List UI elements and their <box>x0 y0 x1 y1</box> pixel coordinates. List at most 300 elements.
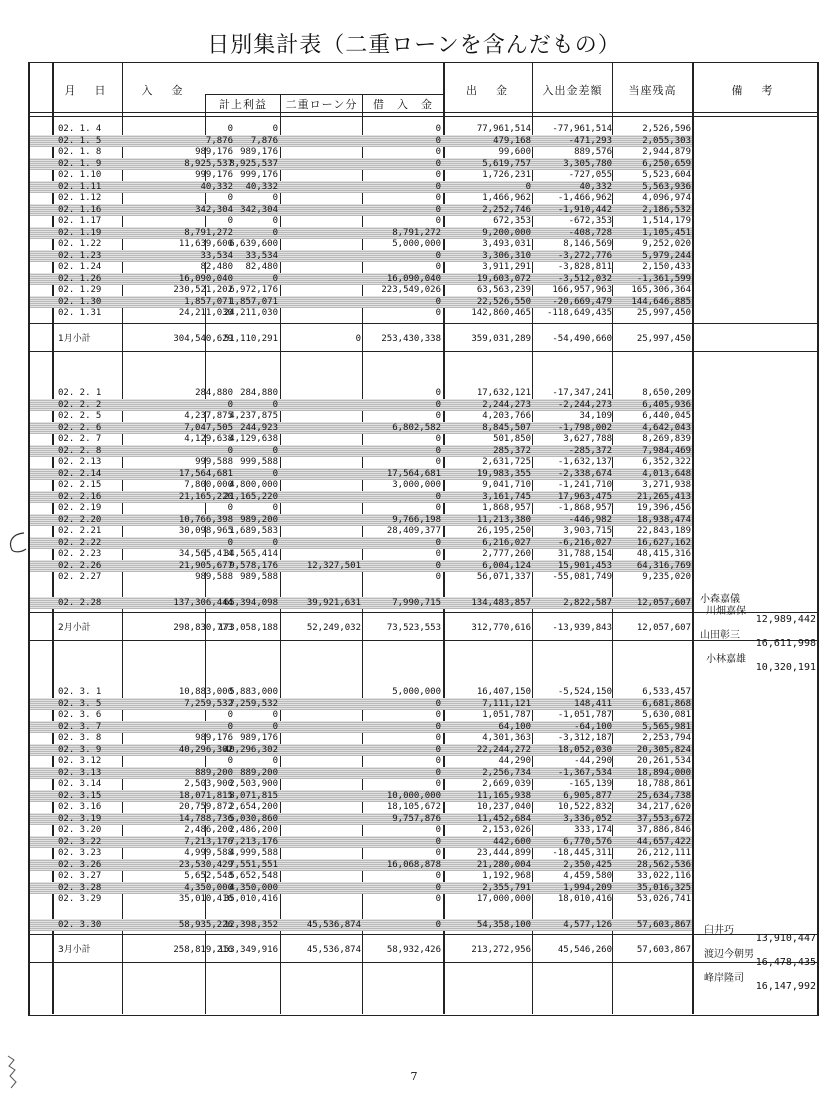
header-income: 入 金 <box>141 84 187 97</box>
cell-diff: -1,798,002 <box>557 422 612 433</box>
cell-profit: 0 <box>272 710 278 720</box>
cell-balance: 4,642,043 <box>642 422 691 433</box>
cell-profit: 4,237,875 <box>229 411 278 421</box>
cell-income: 0 <box>227 216 233 226</box>
cell-date: 02. 2.22 <box>58 537 102 548</box>
cell-expense: 26,195,250 <box>476 526 531 536</box>
cell-income: 4,350,000 <box>184 882 233 893</box>
subtotal-expense: 359,031,289 <box>471 333 531 344</box>
table-row <box>30 387 692 399</box>
cell-balance: 33,022,116 <box>636 871 691 881</box>
cell-double: 12,327,501 <box>306 560 361 571</box>
cell-borrow: 0 <box>435 733 441 743</box>
cell-expense: 11,165,938 <box>476 790 531 801</box>
cell-diff: -1,367,534 <box>557 767 612 778</box>
cell-income: 284,880 <box>195 388 233 398</box>
cell-diff: -1,051,787 <box>557 710 612 720</box>
cell-diff: 148,411 <box>574 698 612 709</box>
table-row <box>30 790 692 802</box>
cell-borrow: 0 <box>435 158 441 169</box>
cell-diff: 6,905,877 <box>563 790 612 801</box>
cell-date: 02. 1. 9 <box>58 158 102 169</box>
cell-expense: 4,301,363 <box>482 733 531 743</box>
cell-borrow: 0 <box>435 216 441 226</box>
subtotal-label: 2月小計 <box>58 623 91 633</box>
cell-date: 02. 1.19 <box>58 227 102 238</box>
cell-borrow: 17,564,681 <box>386 468 441 479</box>
cell-income: 21,905,677 <box>178 560 233 571</box>
cell-balance: 5,523,604 <box>642 170 691 180</box>
cell-date: 02. 1.22 <box>58 239 102 249</box>
table-row <box>30 882 692 894</box>
cell-date: 02. 2.14 <box>58 468 102 479</box>
subtotal-profit: 51,110,291 <box>223 333 278 344</box>
cell-borrow: 9,766,198 <box>392 514 441 525</box>
cell-balance: 57,603,867 <box>636 919 691 930</box>
cell-borrow: 18,105,672 <box>386 802 441 812</box>
cell-date: 02. 2.19 <box>58 503 102 513</box>
cell-diff: -5,524,150 <box>557 687 612 697</box>
subtotal-profit: 153,349,916 <box>218 945 278 955</box>
remark-name: 川畑嘉保 <box>706 606 746 617</box>
table-row <box>30 215 692 227</box>
table-row <box>30 456 692 468</box>
cell-expense: 3,161,745 <box>482 491 531 502</box>
cell-profit: 5,883,000 <box>229 687 278 697</box>
cell-diff: -471,293 <box>568 135 612 146</box>
cell-date: 02. 3.26 <box>58 859 102 870</box>
cell-date: 02. 3. 9 <box>58 744 102 755</box>
cell-borrow: 16,068,878 <box>386 859 441 870</box>
subtotal-income: 298,830,773 <box>173 623 233 633</box>
subtotal-diff: 45,546,260 <box>557 945 612 955</box>
cell-diff: -1,868,957 <box>557 503 612 513</box>
subtotal-label: 1月小計 <box>58 333 91 344</box>
cell-expense: 10,237,040 <box>476 802 531 812</box>
cell-date: 02. 2.27 <box>58 572 102 582</box>
cell-borrow: 0 <box>435 919 441 930</box>
cell-diff: 18,052,030 <box>557 744 612 755</box>
cell-diff: -165,139 <box>568 779 612 789</box>
cell-date: 02. 1. 8 <box>58 147 102 157</box>
cell-balance: 20,305,824 <box>636 744 691 755</box>
cell-balance: 2,150,433 <box>642 262 691 272</box>
cell-income: 342,304 <box>195 204 233 215</box>
cell-income: 0 <box>227 710 233 720</box>
cell-profit: 40,332 <box>245 181 278 192</box>
cell-profit: 8,925,537 <box>229 158 278 169</box>
table-row <box>30 169 692 181</box>
cell-expense: 16,407,150 <box>476 687 531 697</box>
table-row <box>30 801 692 813</box>
cell-borrow: 0 <box>435 894 441 904</box>
cell-profit: 2,486,200 <box>229 825 278 835</box>
cell-income: 8,791,272 <box>184 227 233 238</box>
cell-date: 02. 2.15 <box>58 480 102 490</box>
cell-date: 02. 3.28 <box>58 882 102 893</box>
cell-income: 10,883,000 <box>178 687 233 697</box>
cell-income: 7,213,176 <box>184 836 233 847</box>
cell-expense: 3,493,031 <box>482 239 531 249</box>
cell-balance: 18,894,000 <box>636 767 691 778</box>
cell-borrow: 5,000,000 <box>392 687 441 697</box>
cell-profit: 2,503,900 <box>229 779 278 789</box>
cell-profit: 989,200 <box>240 514 278 525</box>
table-row <box>30 158 692 170</box>
cell-date: 02. 2. 8 <box>58 445 102 456</box>
cell-diff: -3,512,032 <box>557 273 612 284</box>
cell-expense: 3,306,310 <box>482 250 531 261</box>
cell-expense: 134,483,857 <box>471 597 531 608</box>
cell-date: 02. 1.30 <box>58 296 102 307</box>
cell-diff: 17,963,475 <box>557 491 612 502</box>
cell-profit: 6,639,600 <box>229 239 278 249</box>
cell-expense: 17,000,000 <box>476 894 531 904</box>
cell-expense: 8,845,507 <box>482 422 531 433</box>
cell-profit: 4,350,000 <box>229 882 278 893</box>
table-row <box>30 433 692 445</box>
grid-line <box>28 612 817 613</box>
cell-date: 02. 1. 5 <box>58 135 102 146</box>
table-row <box>30 273 692 285</box>
cell-income: 0 <box>227 124 233 134</box>
cell-profit: 5,652,548 <box>229 871 278 881</box>
cell-profit: 284,880 <box>240 388 278 398</box>
cell-borrow: 10,000,000 <box>386 790 441 801</box>
cell-balance: 4,096,974 <box>642 193 691 203</box>
cell-diff: 4,577,126 <box>563 919 612 930</box>
cell-borrow: 0 <box>435 560 441 571</box>
cell-diff: -17,347,241 <box>552 388 612 398</box>
cell-expense: 2,153,026 <box>482 825 531 835</box>
subtotal-row <box>30 333 692 345</box>
cell-diff: -64,100 <box>574 721 612 732</box>
cell-income: 40,296,302 <box>178 744 233 755</box>
cell-profit: 4,999,588 <box>229 848 278 858</box>
cell-date: 02. 3.14 <box>58 779 102 789</box>
cell-diff: 3,903,715 <box>563 526 612 536</box>
subtotal-double: 0 <box>355 333 361 344</box>
cell-balance: 1,514,179 <box>642 216 691 226</box>
cell-expense: 142,860,465 <box>471 308 531 318</box>
cell-expense: 44,290 <box>498 756 531 766</box>
cell-borrow: 0 <box>435 170 441 180</box>
cell-diff: 2,350,425 <box>563 859 612 870</box>
subtotal-income: 258,819,216 <box>173 945 233 955</box>
cell-income: 35,010,416 <box>178 894 233 904</box>
cell-expense: 2,244,273 <box>482 399 531 410</box>
cell-income: 4,999,588 <box>184 848 233 858</box>
table-row <box>30 847 692 859</box>
cell-balance: 2,055,303 <box>642 135 691 146</box>
subtotal-double: 45,536,874 <box>306 945 361 955</box>
cell-income: 40,332 <box>200 181 233 192</box>
remark-name: 山田彰三 <box>700 630 740 641</box>
header-date: 月 日 <box>64 84 110 97</box>
cell-income: 5,652,548 <box>184 871 233 881</box>
cell-profit: 989,176 <box>240 147 278 157</box>
cell-profit: 7,259,532 <box>229 698 278 709</box>
cell-diff: 166,957,963 <box>552 285 612 295</box>
cell-balance: 19,396,456 <box>636 503 691 513</box>
cell-balance: 16,627,162 <box>636 537 691 548</box>
cell-income: 7,800,000 <box>184 480 233 490</box>
cell-diff: -285,372 <box>568 445 612 456</box>
cell-balance: 9,235,020 <box>642 572 691 582</box>
cell-profit: 7,551,551 <box>229 859 278 870</box>
subtotal-profit: 173,058,188 <box>218 623 278 633</box>
cell-borrow: 0 <box>435 457 441 467</box>
cell-profit: 889,200 <box>240 767 278 778</box>
table-row <box>30 227 692 239</box>
header-remarks: 備 考 <box>731 84 777 97</box>
cell-income: 18,071,815 <box>178 790 233 801</box>
subtotal-row <box>30 944 692 956</box>
table-row <box>30 445 692 457</box>
cell-diff: 2,822,587 <box>563 597 612 608</box>
cell-diff: 3,305,780 <box>563 158 612 169</box>
remark-amount: 13,910,447 <box>755 933 816 944</box>
cell-balance: -1,361,599 <box>636 273 691 284</box>
cell-borrow: 0 <box>435 399 441 410</box>
cell-profit: 0 <box>272 503 278 513</box>
table-row <box>30 893 692 905</box>
cell-expense: 0 <box>525 181 531 192</box>
cell-date: 02. 3.12 <box>58 756 102 766</box>
cell-income: 4,129,638 <box>184 434 233 444</box>
cell-diff: -55,081,749 <box>552 572 612 582</box>
cell-expense: 22,244,272 <box>476 744 531 755</box>
cell-profit: 0 <box>272 721 278 732</box>
grid-line <box>205 94 443 95</box>
cell-expense: 56,071,337 <box>476 572 531 582</box>
cell-balance: 5,563,936 <box>642 181 691 192</box>
cell-expense: 21,280,004 <box>476 859 531 870</box>
grid-line <box>28 640 817 641</box>
cell-income: 21,165,220 <box>178 491 233 502</box>
cell-borrow: 0 <box>435 135 441 146</box>
cell-balance: 28,562,536 <box>636 859 691 870</box>
cell-date: 02. 3. 7 <box>58 721 102 732</box>
cell-expense: 672,353 <box>493 216 531 226</box>
cell-balance: 165,306,364 <box>631 285 691 295</box>
cell-profit: 1,857,071 <box>229 296 278 307</box>
header-borrowing: 借 入 金 <box>373 98 433 111</box>
cell-profit: 342,304 <box>240 204 278 215</box>
cell-income: 2,503,900 <box>184 779 233 789</box>
cell-date: 02. 3.27 <box>58 871 102 881</box>
cell-balance: 37,553,672 <box>636 813 691 824</box>
table-row <box>30 192 692 204</box>
subtotal-expense: 312,770,616 <box>471 623 531 633</box>
table-row <box>30 410 692 422</box>
cell-expense: 1,726,231 <box>482 170 531 180</box>
cell-expense: 64,100 <box>498 721 531 732</box>
header-balance: 当座残高 <box>628 84 677 97</box>
cell-income: 11,639,600 <box>178 239 233 249</box>
table-row <box>30 919 692 931</box>
cell-income: 137,306,444 <box>173 597 233 608</box>
cell-profit: 999,176 <box>240 170 278 180</box>
cell-borrow: 0 <box>435 250 441 261</box>
cell-profit: 33,534 <box>245 250 278 261</box>
cell-date: 02. 1. 4 <box>58 124 102 134</box>
cell-expense: 99,600 <box>498 147 531 157</box>
cell-expense: 2,777,260 <box>482 549 531 559</box>
table-row <box>30 399 692 411</box>
cell-date: 02. 3. 8 <box>58 733 102 743</box>
cell-date: 02. 2.13 <box>58 457 102 467</box>
cell-borrow: 0 <box>435 262 441 272</box>
cell-diff: 8,146,569 <box>563 239 612 249</box>
cell-borrow: 0 <box>435 411 441 421</box>
table-row <box>30 468 692 480</box>
remark-name: 峰岸隆司 <box>704 973 744 984</box>
cell-date: 02. 3.20 <box>58 825 102 835</box>
cell-borrow: 223,549,026 <box>381 285 441 295</box>
cell-date: 02. 2. 1 <box>58 388 102 398</box>
cell-income: 7,876 <box>205 135 233 146</box>
cell-income: 14,788,736 <box>178 813 233 824</box>
cell-balance: 6,533,457 <box>642 687 691 697</box>
subtotal-diff: -13,939,843 <box>552 623 612 633</box>
cell-expense: 23,444,899 <box>476 848 531 858</box>
cell-diff: -1,466,962 <box>557 193 612 203</box>
table-row <box>30 721 692 733</box>
cell-borrow: 7,990,715 <box>392 597 441 608</box>
table-row <box>30 514 692 526</box>
cell-expense: 11,213,380 <box>476 514 531 525</box>
cell-profit: 82,480 <box>245 262 278 272</box>
cell-borrow: 0 <box>435 204 441 215</box>
cell-profit: 6,972,176 <box>229 285 278 295</box>
cell-expense: 2,355,791 <box>482 882 531 893</box>
cell-income: 17,564,681 <box>178 468 233 479</box>
cell-diff: 15,901,453 <box>557 560 612 571</box>
subtotal-balance: 25,997,450 <box>636 333 691 344</box>
cell-diff: -2,244,273 <box>557 399 612 410</box>
cell-balance: 6,405,936 <box>642 399 691 410</box>
cell-expense: 11,452,684 <box>476 813 531 824</box>
remark-amount: 16,147,992 <box>755 981 816 992</box>
cell-borrow: 5,000,000 <box>392 239 441 249</box>
cell-diff: 34,109 <box>579 411 612 421</box>
table-row <box>30 261 692 273</box>
cell-borrow: 0 <box>435 491 441 502</box>
table-row <box>30 686 692 698</box>
cell-borrow: 6,802,582 <box>392 422 441 433</box>
cell-date: 02. 3. 6 <box>58 710 102 720</box>
cell-profit: 989,588 <box>240 572 278 582</box>
cell-balance: 34,217,620 <box>636 802 691 812</box>
cell-date: 02. 3.15 <box>58 790 102 801</box>
table-row <box>30 755 692 767</box>
subtotal-expense: 213,272,956 <box>471 945 531 955</box>
subtotal-borrow: 58,932,426 <box>386 945 441 955</box>
cell-income: 0 <box>227 756 233 766</box>
cell-balance: 37,886,846 <box>636 825 691 835</box>
cell-income: 0 <box>227 537 233 548</box>
cell-borrow: 0 <box>435 744 441 755</box>
cell-date: 02. 3. 1 <box>58 687 102 697</box>
cell-date: 02. 1.29 <box>58 285 102 295</box>
cell-expense: 19,983,355 <box>476 468 531 479</box>
table-row <box>30 204 692 216</box>
table-row <box>30 778 692 790</box>
table-row <box>30 296 692 308</box>
cell-income: 4,237,875 <box>184 411 233 421</box>
cell-income: 23,530,429 <box>178 859 233 870</box>
cell-diff: -118,649,435 <box>546 308 612 318</box>
table-row <box>30 422 692 434</box>
cell-date: 02. 1.23 <box>58 250 102 261</box>
cell-profit: 4,800,000 <box>229 480 278 490</box>
table-row <box>30 767 692 779</box>
header-profit: 計上利益 <box>219 98 267 111</box>
cell-balance: 18,788,861 <box>636 779 691 789</box>
cell-borrow: 0 <box>435 445 441 456</box>
cell-date: 02. 3.29 <box>58 894 102 904</box>
cell-borrow: 8,791,272 <box>392 227 441 238</box>
cell-balance: 2,186,532 <box>642 204 691 215</box>
cell-profit: 0 <box>272 399 278 410</box>
cell-expense: 2,256,734 <box>482 767 531 778</box>
cell-borrow: 0 <box>435 434 441 444</box>
cell-diff: -77,961,514 <box>552 124 612 134</box>
table-row <box>30 537 692 549</box>
cell-profit: 989,176 <box>240 733 278 743</box>
cell-expense: 285,372 <box>493 445 531 456</box>
table-row <box>30 123 692 135</box>
cell-expense: 54,358,100 <box>476 919 531 930</box>
cell-income: 58,935,226 <box>178 919 233 930</box>
cell-profit: 7,876 <box>250 135 278 146</box>
cell-balance: 8,269,839 <box>642 434 691 444</box>
cell-balance: 6,352,322 <box>642 457 691 467</box>
cell-profit: 2,654,200 <box>229 802 278 812</box>
cell-balance: 6,440,045 <box>642 411 691 421</box>
cell-expense: 4,203,766 <box>482 411 531 421</box>
cell-date: 02. 2. 2 <box>58 399 102 410</box>
cell-date: 02. 2.23 <box>58 549 102 559</box>
cell-profit: 21,165,220 <box>223 491 278 502</box>
cell-profit: 0 <box>272 124 278 134</box>
cell-profit: 0 <box>272 468 278 479</box>
header-double-loan: 二重ローン分 <box>285 98 358 111</box>
cell-profit: 24,211,030 <box>223 308 278 318</box>
table-row <box>30 146 692 158</box>
cell-diff: -1,241,710 <box>557 480 612 490</box>
remark-name: 渡辺今朝男 <box>704 949 754 960</box>
cell-balance: 44,657,422 <box>636 836 691 847</box>
cell-income: 230,521,202 <box>173 285 233 295</box>
cell-borrow: 0 <box>435 871 441 881</box>
cell-profit: 0 <box>272 445 278 456</box>
cell-diff: -672,353 <box>568 216 612 226</box>
cell-date: 02. 2.26 <box>58 560 102 571</box>
cell-date: 02. 1.26 <box>58 273 102 284</box>
cell-borrow: 0 <box>435 710 441 720</box>
cell-date: 02. 1.10 <box>58 170 102 180</box>
cell-income: 2,486,200 <box>184 825 233 835</box>
grid-line <box>28 351 817 352</box>
cell-profit: 12,398,352 <box>223 919 278 930</box>
cell-expense: 2,669,039 <box>482 779 531 789</box>
remark-name: 小森嘉儀 <box>700 594 740 605</box>
cell-borrow: 0 <box>435 296 441 307</box>
cell-income: 989,588 <box>195 572 233 582</box>
cell-double: 39,921,631 <box>306 597 361 608</box>
